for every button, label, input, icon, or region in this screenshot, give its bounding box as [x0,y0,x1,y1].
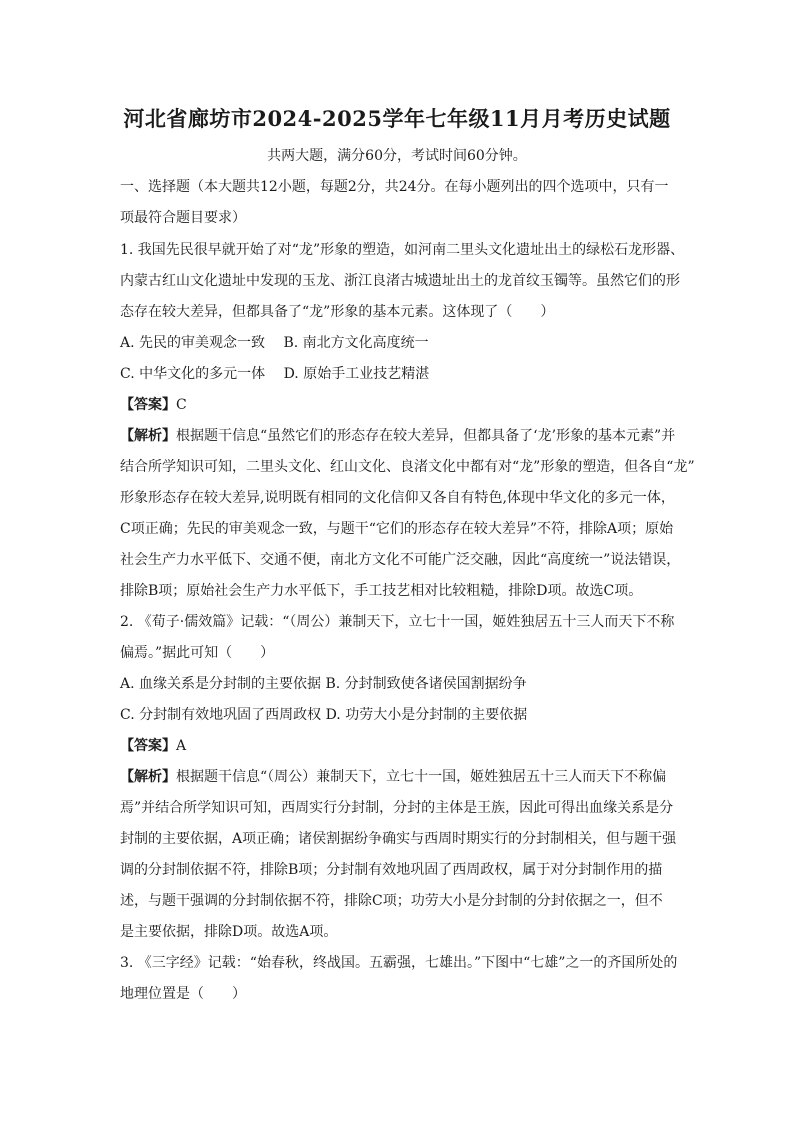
q3-stem-line: 地理位置是（ ） [120,986,246,1002]
q1-option-line: A. 先民的审美观念一致 B. 南北方文化高度统一 [120,335,429,351]
q2-stem-line: 偏焉。”据此可知（ ） [120,645,275,661]
q2-option-line: A. 血缘关系是分封制的主要依据 B. 分封制致使各诸侯国割据纷争 [120,676,527,692]
q1-analysis-line: C项正确；先民的审美观念一致，与题干“它们的形态存在较大差异”不符，排除A项；原始 [120,521,674,537]
q2-answer-value: A [176,738,187,754]
document-subtitle: 共两大题，满分60分，考试时间60分钟。 [267,148,527,164]
q2-analysis-text: 根据题干信息“（周公）兼制天下，立七十一国，姬姓独居五十三人而天下不称偏 [176,769,667,785]
section-heading-line: 一、选择题（本大题共12小题，每题2分，共24分。在每小题列出的四个选项中，只有一 [120,179,669,195]
section-heading-line: 项最符合题目要求） [120,210,246,226]
q1-answer-line [120,395,187,415]
q2-analysis-line: 封制的主要依据，A项正确；诸侯割据纷争确实与西周时期实行的分封制相关，但与题干强 [120,831,677,847]
q1-analysis-text: 根据题干信息“虽然它们的形态存在较大差异，但都具备了‘龙’形象的基本元素”并 [176,428,676,444]
q1-option-line: C. 中华文化的多元一体 D. 原始手工业技艺精湛 [120,366,430,382]
q1-stem-line: 态存在较大差异，但都具备了“龙”形象的基本元素。这体现了（ ） [120,304,555,320]
answer-tag: 【答案】 [120,738,176,754]
q3-stem-line: 3. 《三字经》记载：“始春秋，终战国。五霸强，七雄出。”下图中“七雄”之一的齐国所处的 [120,955,678,971]
q2-analysis-line: 调的分封制依据不符，排除B项；分封制有效地巩固了西周政权，属于对分封制作用的描 [120,862,663,878]
q1-analysis-line: 形象形态存在较大差异,说明既有相同的文化信仰又各自有特色,体现中华文化的多元一体， [120,490,675,506]
analysis-tag: 【解析】 [120,428,176,444]
q2-analysis-line: 述，与题干强调的分封制依据不符，排除C项；功劳大小是分封制的分封依据之一，但不 [120,893,663,909]
q2-option-line: C. 分封制有效地巩固了西周政权 D. 功劳大小是分封制的主要依据 [120,707,528,723]
q1-analysis-line: 结合所学知识可知，二里头文化、红山文化、良渚文化中都有对“龙”形象的塑造，但各自“龙” [120,459,695,475]
q1-stem-line: 内蒙古红山文化遗址中发现的玉龙、浙江良渚古城遗址出土的龙首纹玉镯等。虽然它们的形 [120,273,680,289]
q1-stem-line: 1. 我国先民很早就开始了对“龙”形象的塑造，如河南二里头文化遗址出土的绿松石龙形器、 [120,242,685,258]
q1-analysis-line: 社会生产力水平低下、交通不便，南北方文化不可能广泛交融，因此“高度统一”说法错误， [120,552,681,568]
q2-analysis-line: 是主要依据，排除D项。故选A项。 [120,924,338,940]
answer-tag: 【答案】 [120,397,176,413]
q2-analysis-line [120,767,666,787]
q2-analysis-line: 焉”并结合所学知识可知，西周实行分封制，分封的主体是王族，因此可得出血缘关系是分 [120,800,674,816]
document-title: 河北省廊坊市2024-2025学年七年级11月月考历史试题 [123,106,671,131]
analysis-tag: 【解析】 [120,769,176,785]
q1-analysis-line: 排除B项；原始社会生产力水平低下，手工技艺相对比较粗糙，排除D项。故选C项。 [120,583,643,599]
q2-stem-line: 2. 《荀子·儒效篇》记载：“（周公）兼制天下，立七十一国，姬姓独居五十三人而天下不称 [120,614,675,630]
q1-analysis-line [120,426,675,446]
q1-answer-value: C [176,397,187,413]
q2-answer-line [120,736,186,756]
